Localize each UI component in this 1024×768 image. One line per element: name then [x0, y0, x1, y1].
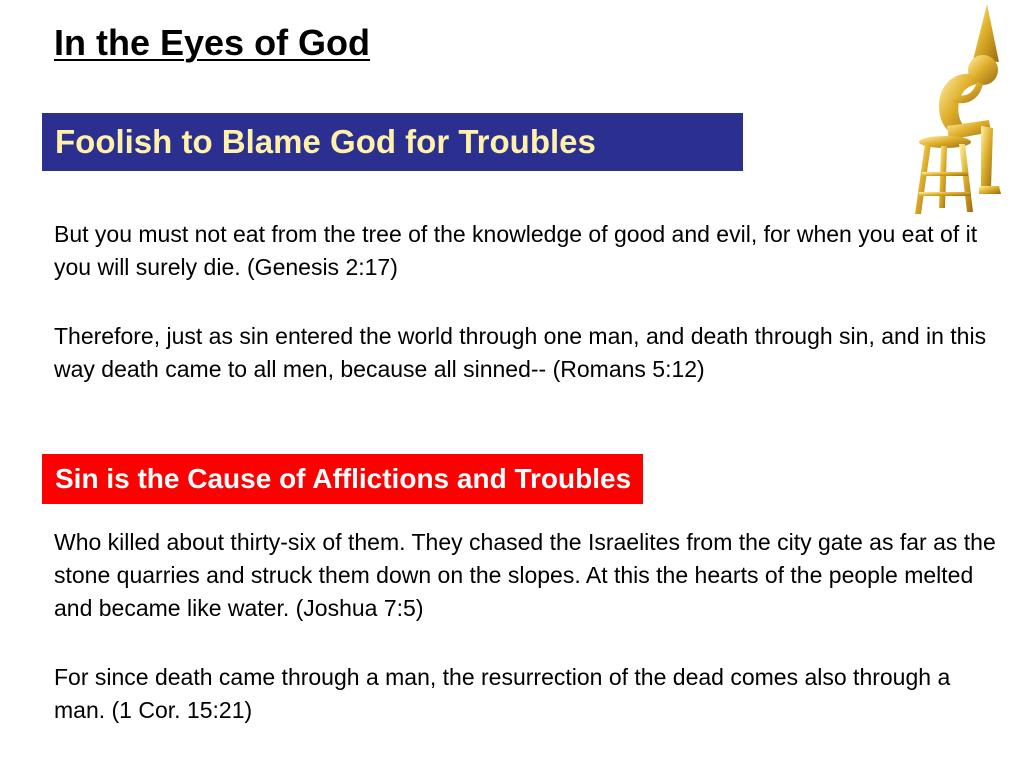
section-heading-sin-is-cause [42, 454, 643, 504]
section-heading-label: Foolish to Blame God for Troubles [55, 123, 596, 160]
gold-dunce-figure-on-stool-icon [895, 2, 1015, 216]
section-heading-foolish-to-blame [42, 113, 743, 171]
verse-joshua: Who killed about thirty-six of them. They chased the Israelites from the city gate as far as the stone quarries and struck them down on the slopes. At this the hearts of the people melted and became like water. (Joshua 7:5) [54, 529, 996, 621]
verse-romans: Therefore, just as sin entered the world through one man, and death through sin, and in this way death came to all men, because all sinned-- (Romans 5:12) [54, 323, 987, 382]
verse-genesis: But you must not eat from the tree of the knowledge of good and evil, for when you eat of it you will surely die. (Genesis 2:17) [54, 221, 978, 280]
slide-title: In the Eyes of God [54, 22, 371, 63]
section-heading-label: Sin is the Cause of Afflictions and Troubles [55, 463, 632, 494]
verse-corinthians: For since death came through a man, the resurrection of the dead comes also through a man. (1 Cor. 15:21) [54, 664, 951, 723]
